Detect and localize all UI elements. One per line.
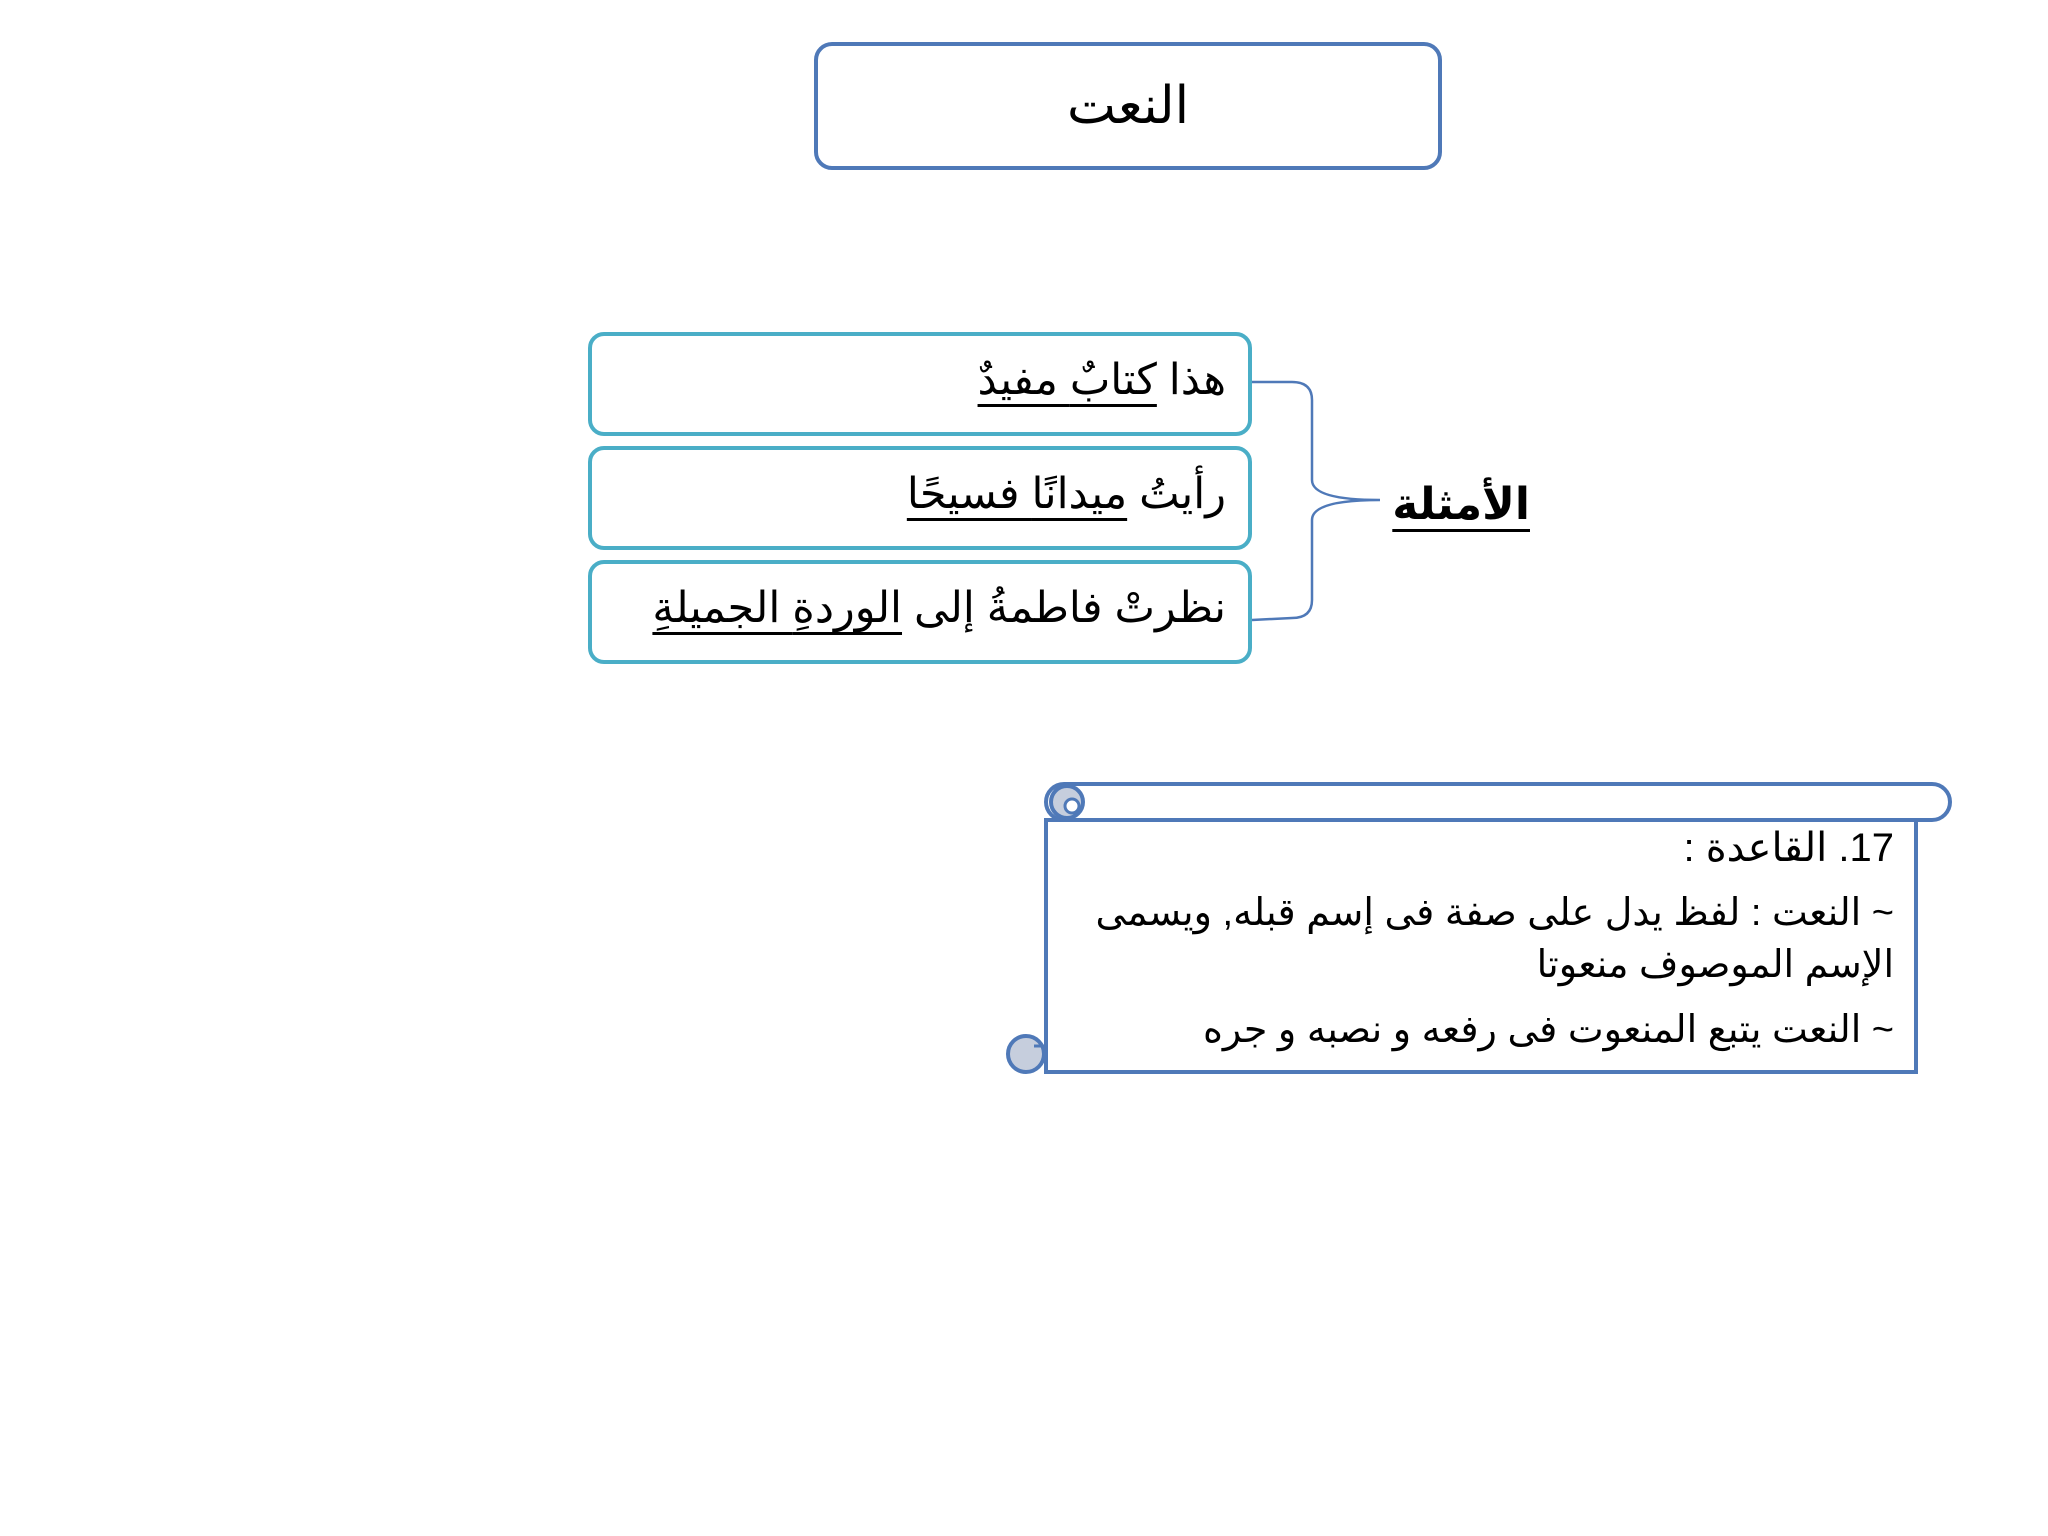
example-1-underlined: كتابٌ xyxy=(1069,356,1157,404)
example-1-after: مفيدٌ xyxy=(977,356,1070,404)
example-3-underlined: الوردةِ xyxy=(792,584,903,632)
example-1-before: هذا xyxy=(1156,356,1226,404)
examples-label: الأمثلة xyxy=(1392,480,1530,529)
brace xyxy=(1252,382,1380,620)
title-box xyxy=(814,42,1442,170)
example-2-before: رأيتُ xyxy=(1127,470,1226,518)
scroll-curl-bottom xyxy=(1008,1036,1044,1072)
example-3-before: نظرتْ فاطمةُ إلى xyxy=(902,584,1226,632)
title-text: النعت xyxy=(1066,77,1190,135)
example-box-1 xyxy=(588,332,1252,436)
rule-text xyxy=(1070,822,1894,1069)
rule-line-1: ~ النعت : لفظ يدل على صفة فى إسم قبله, ويسمى الإسم الموصوف منعوتا xyxy=(1095,892,1894,986)
example-box-3 xyxy=(588,560,1252,664)
example-3-after: الجميلةِ xyxy=(652,584,793,632)
example-box-2 xyxy=(588,446,1252,550)
example-2-after: فسيحًا xyxy=(906,470,1032,518)
example-2-underlined: ميدانًا xyxy=(1031,470,1128,518)
rule-line-2: ~ النعت يتبع المنعوت فى رفعه و نصبه و جره xyxy=(1203,1009,1894,1051)
rule-heading: 17. القاعدة : xyxy=(1683,826,1894,870)
